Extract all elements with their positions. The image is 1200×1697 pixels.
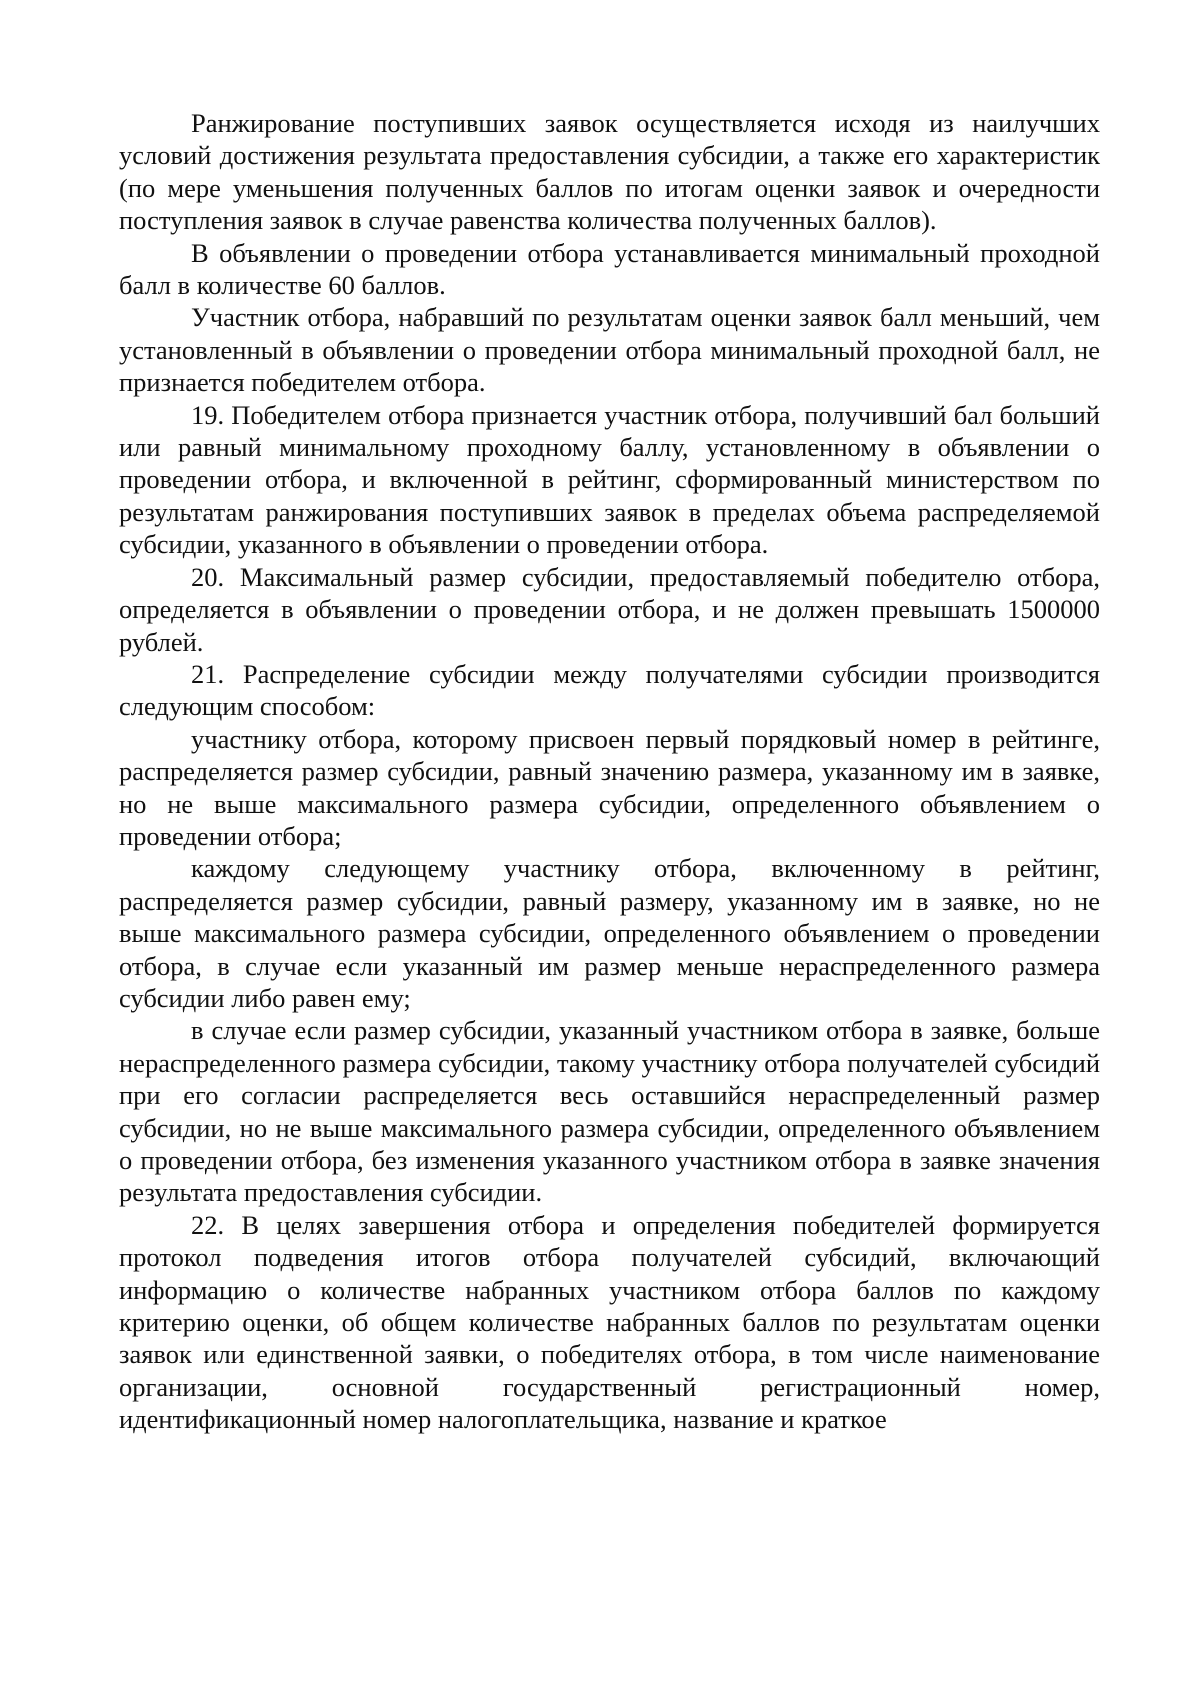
document-body — [119, 107, 1100, 1436]
paragraph-item-19: 19. Победителем отбора признается участник отбора, получивший бал больший или равный минимальному проходному баллу, установленному в объявлении о проведении отбора, и включенной в рейтинг, сформированный министерством по результатам ранжирования поступивших заявок в пределах объема распределяемой субсидии, указанного в объявлении о проведении отбора. — [119, 399, 1100, 560]
paragraph-item-20: 20. Максимальный размер субсидии, предоставляемый победителю отбора, определяется в объявлении о проведении отбора, и не должен превышать 1500000 рублей. — [119, 561, 1100, 657]
paragraph-below-min: Участник отбора, набравший по результатам оценки заявок балл меньший, чем установленный в объявлении о проведении отбора минимальный проходной балл, не признается победителем отбора. — [119, 302, 1100, 398]
paragraph-ranking: Ранжирование поступивших заявок осуществляется исходя из наилучших условий достижения результата предоставления субсидии, а также его характеристик (по мере уменьшения полученных баллов по итогам оценки заявок и очередности поступления заявок в случае равенства количества полученных баллов). — [119, 108, 1100, 236]
paragraph-item-21: 21. Распределение субсидии между получателями субсидии производится следующим способом: — [119, 658, 1100, 722]
paragraph-next-participant: каждому следующему участнику отбора, включенному в рейтинг, распределяется размер субсидии, равный размеру, указанному им в заявке, но не выше максимального размера субсидии, определенного объявлением о проведении отбора, в случае если указанный им размер меньше нераспределенного размера субсидии либо равен ему; — [119, 853, 1100, 1013]
paragraph-first-participant: участнику отбора, которому присвоен первый порядковый номер в рейтинге, распределяется размер субсидии, равный значению размера, указанному им в заявке, но не выше максимального размера субсидии, определенного объявлением о проведении отбора; — [119, 723, 1100, 851]
paragraph-min-score: В объявлении о проведении отбора устанавливается минимальный проходной балл в количестве 60 баллов. — [119, 237, 1100, 301]
paragraph-item-22: 22. В целях завершения отбора и определения победителей формируется протокол подведения итогов отбора получателей субсидий, включающий информацию о количестве набранных участником отбора баллов по каждому критерию оценки, об общем количестве набранных баллов по результатам оценки заявок или единственной заявки, о победителях отбора, в том числе наименование организации, основной государственный регистрационный номер, идентификационный номер налогоплательщика, название и краткое — [119, 1209, 1100, 1435]
paragraph-larger-request: в случае если размер субсидии, указанный участником отбора в заявке, больше нераспределенного размера субсидии, такому участнику отбора получателей субсидий при его согласии распределяется весь оставшийся нераспределенный размер субсидии, но не выше максимального размера субсидии, определенного объявлением о проведении отбора, без изменения указанного участником отбора в заявке значения результата предоставления субсидии. — [119, 1015, 1100, 1208]
